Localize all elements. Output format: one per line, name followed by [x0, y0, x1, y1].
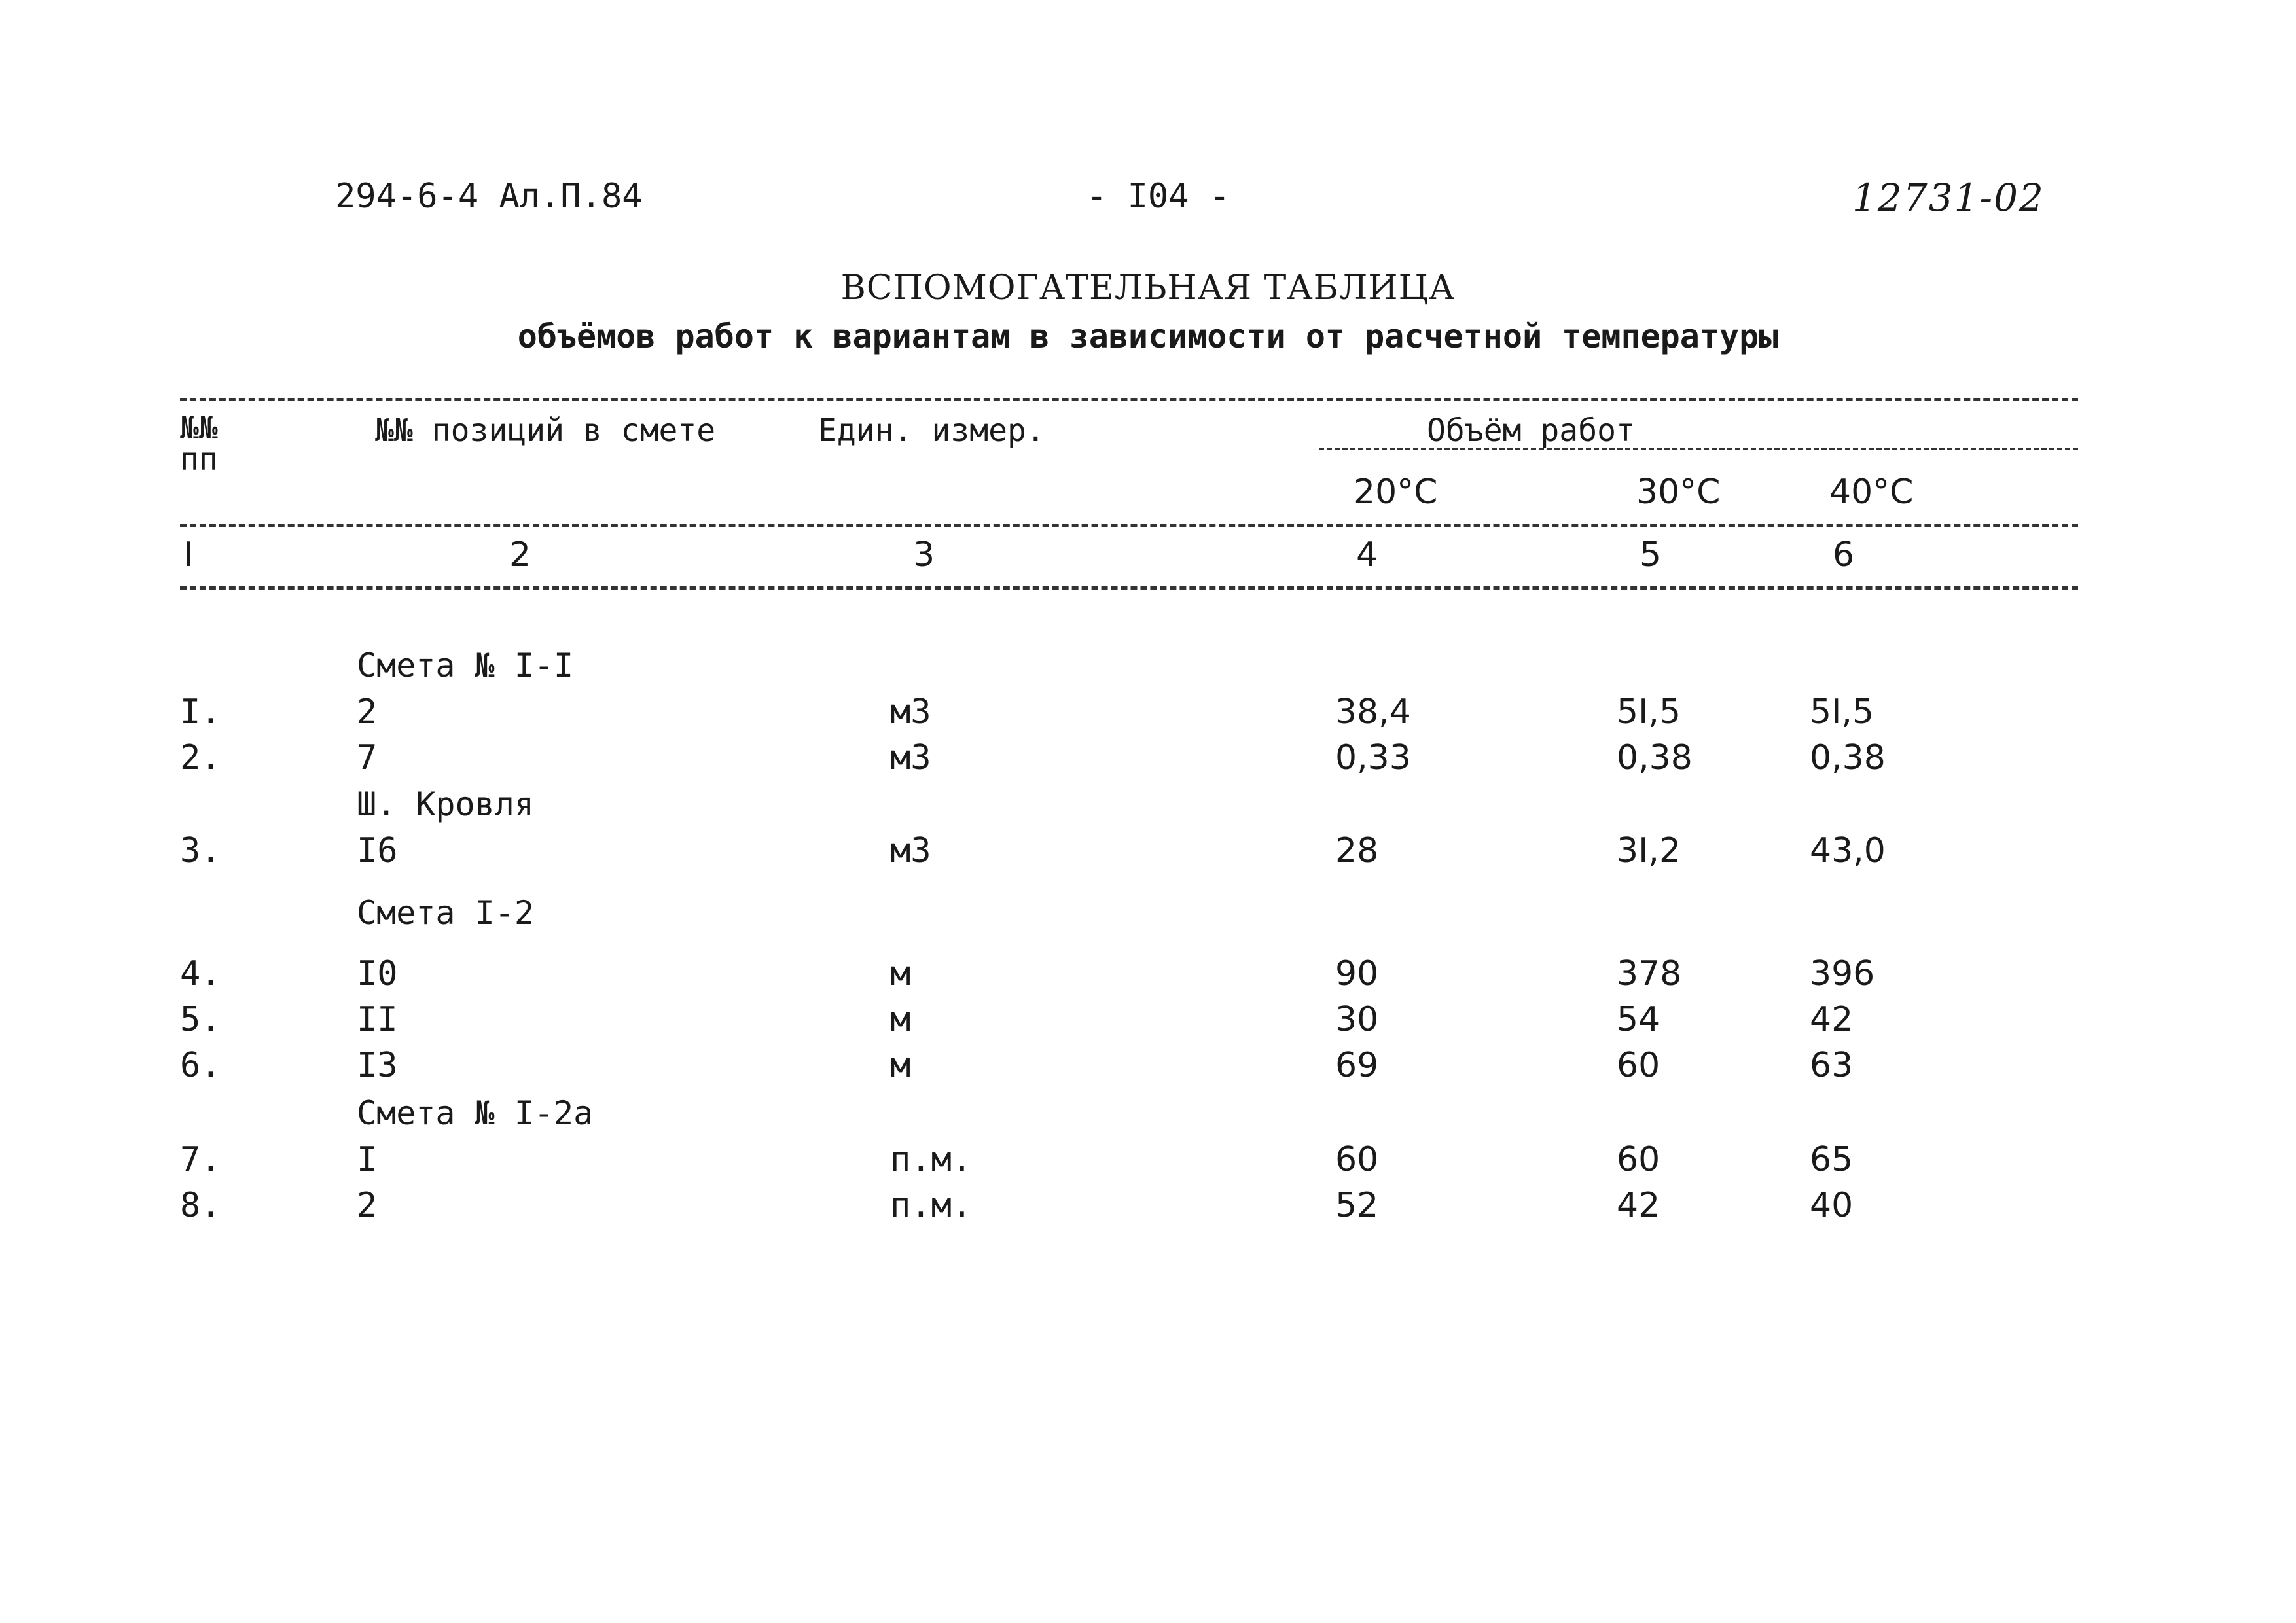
position-cell: I [357, 1140, 378, 1179]
row-number: I. [180, 692, 221, 732]
column-number-1: I [183, 535, 194, 575]
unit-cell: м3 [890, 738, 931, 777]
header-bottom-rule [180, 524, 2078, 527]
row-number: 2. [180, 738, 221, 777]
header-temp-30: 30°С [1636, 473, 1721, 512]
column-number-4: 4 [1356, 535, 1378, 575]
page-title: ВСПОМОГАТЕЛЬНАЯ ТАБЛИЦА [840, 268, 1456, 308]
value-30c-cell: 42 [1617, 1186, 1660, 1225]
header-unit: Един. измер. [818, 412, 1045, 449]
row-number: 5. [180, 1000, 221, 1039]
row-number: 7. [180, 1140, 221, 1179]
table-top-rule [180, 398, 2078, 401]
value-30c-cell: 0,38 [1617, 738, 1693, 777]
header-volume-group: Объём работ [1427, 412, 1635, 449]
column-numbers-rule [180, 586, 2078, 590]
page-subtitle: объёмов работ к вариантам в зависимости от расчетной температуры [517, 317, 1779, 355]
handwritten-note: 12731-02 [1852, 175, 2045, 220]
unit-cell: м [890, 1000, 911, 1039]
column-number-5: 5 [1640, 535, 1662, 575]
value-40c-cell: 43,0 [1810, 831, 1886, 870]
section-heading: Ш. Кровля [357, 785, 534, 823]
row-number: 6. [180, 1046, 221, 1085]
value-20c-cell: 28 [1335, 831, 1379, 870]
value-20c-cell: 0,33 [1335, 738, 1411, 777]
value-30c-cell: 60 [1617, 1140, 1660, 1179]
value-20c-cell: 90 [1335, 954, 1379, 993]
header-temp-40: 40°С [1829, 473, 1914, 512]
position-cell: II [357, 1000, 398, 1039]
value-20c-cell: 38,4 [1335, 692, 1411, 732]
value-40c-cell: 40 [1810, 1186, 1854, 1225]
position-cell: 2 [357, 1186, 378, 1225]
unit-cell: м3 [890, 692, 931, 732]
header-row-number: №№ пп [180, 410, 218, 478]
volume-group-rule [1319, 448, 2078, 450]
value-30c-cell: 54 [1617, 1000, 1660, 1039]
value-40c-cell: 65 [1810, 1140, 1854, 1179]
page-number: - I04 - [1086, 177, 1230, 216]
column-number-2: 2 [509, 535, 531, 575]
value-40c-cell: 5I,5 [1810, 692, 1874, 732]
column-number-6: 6 [1833, 535, 1855, 575]
position-cell: I6 [357, 831, 398, 870]
row-number: 8. [180, 1186, 221, 1225]
unit-cell: м3 [890, 831, 931, 870]
section-heading: Смета I-2 [357, 894, 534, 932]
unit-cell: м [890, 1046, 911, 1085]
column-number-3: 3 [913, 535, 935, 575]
unit-cell: п.м. [890, 1186, 973, 1225]
value-40c-cell: 42 [1810, 1000, 1854, 1039]
unit-cell: п.м. [890, 1140, 973, 1179]
value-30c-cell: 60 [1617, 1046, 1660, 1085]
value-40c-cell: 396 [1810, 954, 1875, 993]
row-number: 3. [180, 831, 221, 870]
value-20c-cell: 69 [1335, 1046, 1379, 1085]
value-30c-cell: 378 [1617, 954, 1682, 993]
row-number: 4. [180, 954, 221, 993]
position-cell: I3 [357, 1046, 398, 1085]
section-heading: Смета № I-2а [357, 1094, 594, 1132]
value-40c-cell: 0,38 [1810, 738, 1886, 777]
header-temp-20: 20°С [1354, 473, 1438, 512]
value-30c-cell: 5I,5 [1617, 692, 1681, 732]
position-cell: 2 [357, 692, 378, 732]
value-20c-cell: 60 [1335, 1140, 1379, 1179]
section-heading: Смета № I-I [357, 647, 574, 685]
value-20c-cell: 30 [1335, 1000, 1379, 1039]
value-30c-cell: 3I,2 [1617, 831, 1681, 870]
value-40c-cell: 63 [1810, 1046, 1854, 1085]
value-20c-cell: 52 [1335, 1186, 1379, 1225]
position-cell: I0 [357, 954, 398, 993]
document-code: 294-6-4 Ал.П.84 [335, 177, 643, 216]
position-cell: 7 [357, 738, 378, 777]
header-position: №№ позиций в смете [375, 412, 716, 449]
unit-cell: м [890, 954, 911, 993]
